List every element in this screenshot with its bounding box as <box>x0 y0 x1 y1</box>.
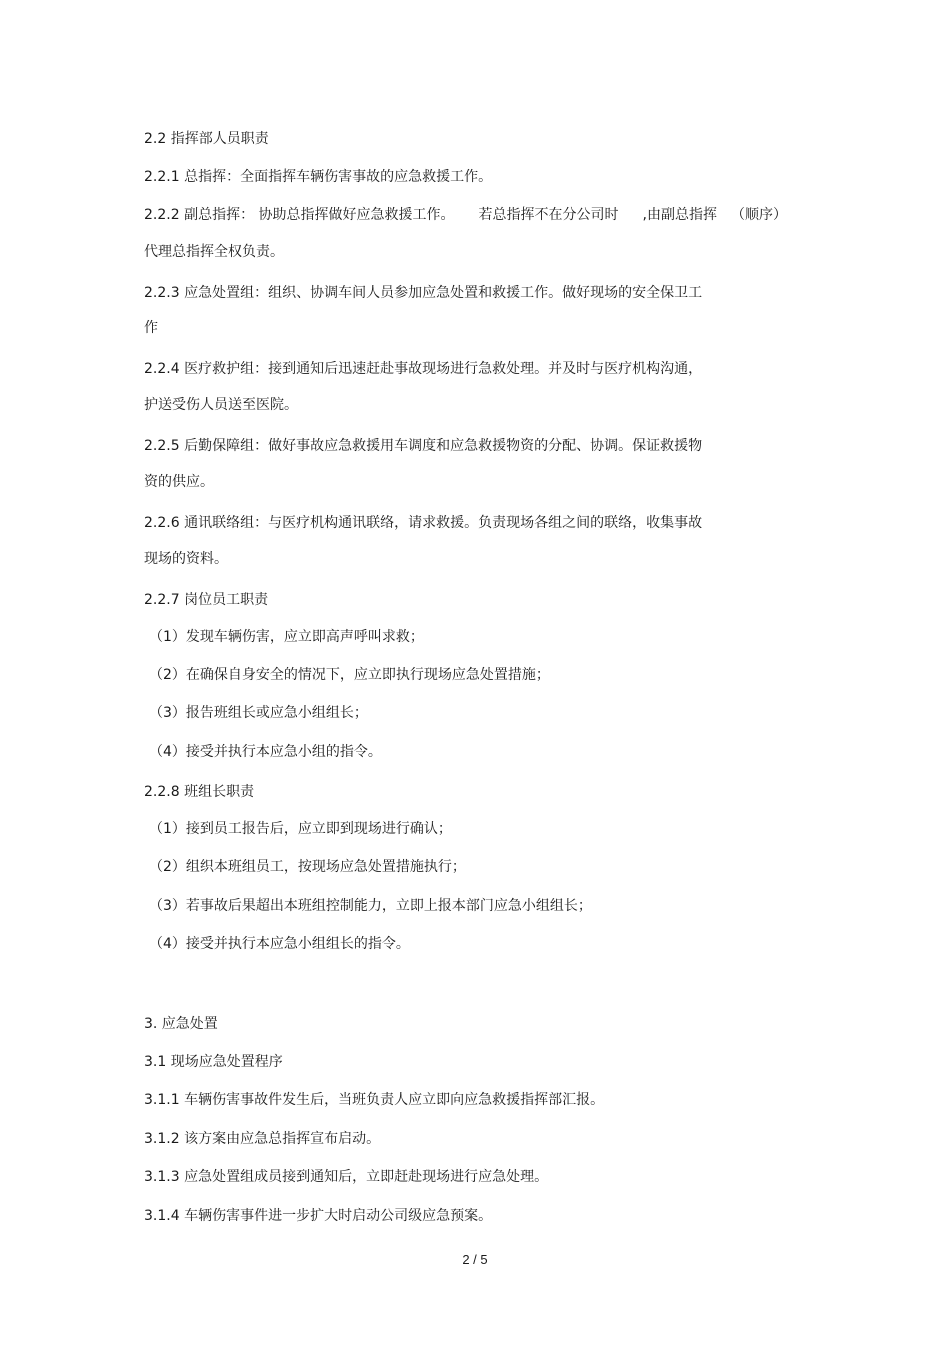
section-2-2-4-line1: 2.2.4 医疗救护组：接到通知后迅速赶赴事故现场进行急救处理。并及时与医疗机构沟通， <box>144 361 703 377</box>
section-3-1-1: 3.1.1 车辆伤害事故件发生后，当班负责人应立即向应急救援指挥部汇报。 <box>144 1092 605 1108</box>
list-item: （1）发现车辆伤害，应立即高声呼叫求救； <box>149 629 424 645</box>
section-2-2-7-heading: 2.2.7 岗位员工职责 <box>144 592 269 608</box>
list-item: （1）接到员工报告后，应立即到现场进行确认； <box>149 821 452 837</box>
section-2-2-4-line2: 护送受伤人员送至医院。 <box>144 397 298 413</box>
section-2-2-1: 2.2.1 总指挥：全面指挥车辆伤害事故的应急救援工作。 <box>144 169 493 185</box>
section-2-2-3-line1: 2.2.3 应急处置组：组织、协调车间人员参加应急处置和救援工作。做好现场的安全保卫工 <box>144 285 703 301</box>
section-2-2-5-line1: 2.2.5 后勤保障组：做好事故应急救援用车调度和应急救援物资的分配、协调。保证救援物 <box>144 438 703 454</box>
section-3-1-3: 3.1.3 应急处置组成员接到通知后，立即赶赴现场进行应急处理。 <box>144 1169 549 1185</box>
section-3-1-2: 3.1.2 该方案由应急总指挥宣布启动。 <box>144 1131 381 1147</box>
list-item: （2）组织本班组员工，按现场应急处置措施执行； <box>149 859 466 875</box>
section-2-2-6-line1: 2.2.6 通讯联络组：与医疗机构通讯联络，请求救援。负责现场各组之间的联络，收集事故 <box>144 515 703 531</box>
list-item: （2）在确保自身安全的情况下，应立即执行现场应急处置措施； <box>149 667 550 683</box>
section-2-2-2-line2: 代理总指挥全权负责。 <box>144 244 284 260</box>
section-2-2-3-line2: 作 <box>144 320 158 336</box>
section-2-2-2-part-a: 2.2.2 副总指挥： 协助总指挥做好应急救援工作。 <box>144 207 455 223</box>
list-item: （4）接受并执行本应急小组的指令。 <box>149 744 382 760</box>
section-2-2-5-line2: 资的供应。 <box>144 474 214 490</box>
list-item: （3）若事故后果超出本班组控制能力，立即上报本部门应急小组组长； <box>149 898 592 914</box>
section-3-heading: 3. 应急处置 <box>144 1016 218 1032</box>
section-2-2-8-heading: 2.2.8 班组长职责 <box>144 784 255 800</box>
section-2-2-heading: 2.2 指挥部人员职责 <box>144 131 269 147</box>
section-2-2-6-line2: 现场的资料。 <box>144 551 228 567</box>
list-item: （4）接受并执行本应急小组组长的指令。 <box>149 936 410 952</box>
section-2-2-2-part-d: （顺序） <box>730 207 787 223</box>
section-3-1-4: 3.1.4 车辆伤害事件进一步扩大时启动公司级应急预案。 <box>144 1208 493 1224</box>
page-number: 2 / 5 <box>462 1252 488 1267</box>
section-2-2-2-part-b: 若总指挥不在分公司时 <box>478 207 619 223</box>
list-item: （3）报告班组长或应急小组组长； <box>149 705 368 721</box>
section-2-2-2-part-c: ,由副总指挥 <box>642 207 717 223</box>
section-3-1-heading: 3.1 现场应急处置程序 <box>144 1054 283 1070</box>
section-2-2-2-line1 <box>144 206 787 224</box>
